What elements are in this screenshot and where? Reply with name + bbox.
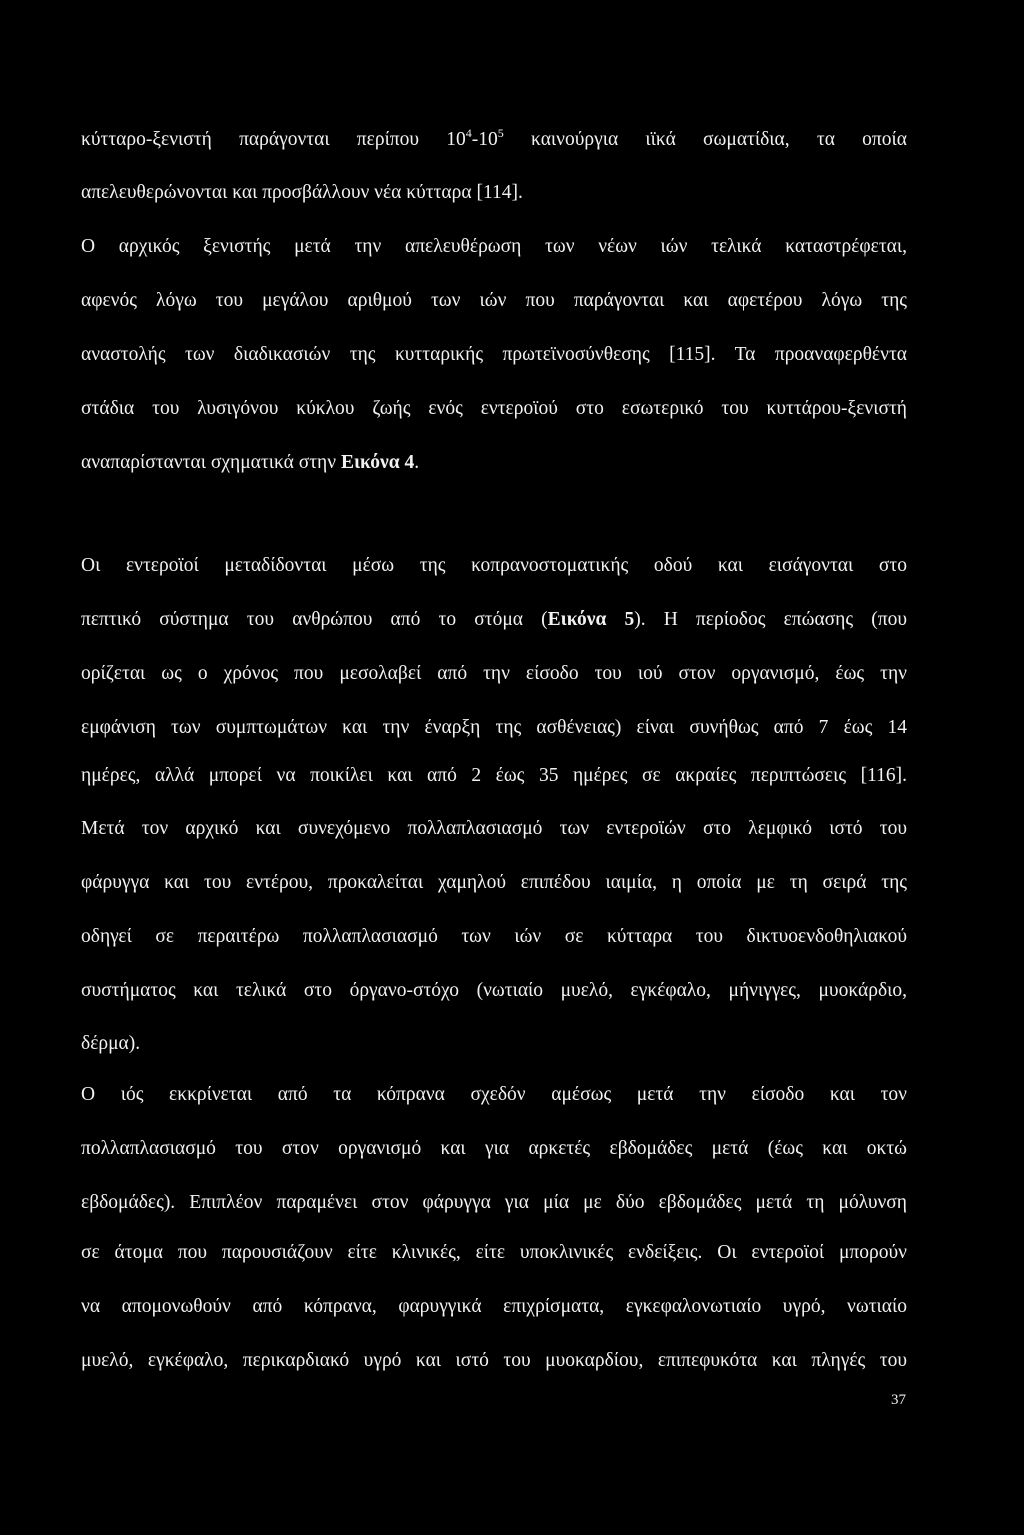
text-line-6: στάδια του λυσιγόνου κύκλου ζωής ενός εντεροϊού στο εσωτερικό του κυττάρου-ξενιστή: [81, 398, 907, 419]
text-line-12: ημέρες, αλλά μπορεί να ποικίλει και από 2 έως 35 ημέρες σε ακραίες περιπτώσεις [116].: [81, 765, 907, 786]
figure-reference: Εικόνα 4: [340, 452, 415, 473]
text-line-19: πολλαπλασιασμό του στον οργανισμό και για αρκετές εβδομάδες μετά (έως και οκτώ: [81, 1138, 907, 1159]
text-line-21: σε άτομα που παρουσιάζουν είτε κλινικές, είτε υποκλινικές ενδείξεις. Οι εντεροϊοί μπορούν: [81, 1242, 907, 1263]
text-line-5: αναστολής των διαδικασιών της κυτταρικής πρωτεϊνοσύνθεσης [115]. Τα προαναφερθέντα: [81, 344, 907, 365]
text-line-20: εβδομάδες). Επιπλέον παραμένει στον φάρυγγα για μία με δύο εβδομάδες μετά τη μόλυνση: [81, 1192, 907, 1213]
text-line-23: μυελό, εγκέφαλο, περικαρδιακό υγρό και ιστό του μυοκαρδίου, επιπεφυκότα και πληγές του: [81, 1350, 907, 1371]
text-line-16: συστήματος και τελικά στο όργανο-στόχο (νωτιαίο μυελό, εγκέφαλο, μήνιγγες, μυοκάρδιο,: [81, 980, 907, 1001]
text-line-3: Ο αρχικός ξενιστής μετά την απελευθέρωση των νέων ιών τελικά καταστρέφεται,: [81, 236, 907, 257]
text-line-8: Οι εντεροϊοί μεταδίδονται μέσω της κοπρανοστοματικής οδού και εισάγονται στο: [81, 555, 907, 576]
superscript-exponent: 5: [497, 126, 504, 140]
figure-reference: Εικόνα 5: [547, 609, 635, 630]
text-line-11: εμφάνιση των συμπτωμάτων και την έναρξη της ασθένειας) είναι συνήθως από 7 έως 14: [81, 717, 907, 738]
text-line-9: πεπτικό σύστημα του ανθρώπου από το στόμα (Εικόνα 5). Η περίοδος επώασης (που: [81, 609, 907, 630]
text-line-14: φάρυγγα και του εντέρου, προκαλείται χαμηλού επιπέδου ιαιμία, η οποία με τη σειρά της: [81, 872, 907, 893]
page-number: 37: [891, 1392, 906, 1408]
text-line-17: δέρμα).: [81, 1033, 141, 1054]
text-line-2: απελευθερώνονται και προσβάλλουν νέα κύτταρα [114].: [81, 182, 523, 203]
text-line-7: αναπαρίστανται σχηματικά στην Εικόνα 4.: [81, 452, 420, 473]
text-line-22: να απομονωθούν από κόπρανα, φαρυγγικά επιχρίσματα, εγκεφαλονωτιαίο υγρό, νωτιαίο: [81, 1296, 907, 1317]
text-line-4: αφενός λόγω του μεγάλου αριθμού των ιών που παράγονται και αφετέρου λόγω της: [81, 290, 907, 311]
text-line-1: κύτταρο-ξενιστή παράγονται περίπου $10^4-10^5$ καινούργια ιϊκά σωματίδια, τα οποία: [81, 126, 907, 150]
text-line-10: ορίζεται ως ο χρόνος που μεσολαβεί από την είσοδο του ιού στον οργανισμό, έως την: [81, 663, 907, 684]
text-line-13: Μετά τον αρχικό και συνεχόμενο πολλαπλασιασμό των εντεροϊών στο λεμφικό ιστό του: [81, 818, 907, 839]
text-line-15: οδηγεί σε περαιτέρω πολλαπλασιασμό των ιών σε κύτταρα του δικτυοενδοθηλιακού: [81, 926, 907, 947]
superscript-exponent: 4: [465, 126, 472, 140]
text-line-18: Ο ιός εκκρίνεται από τα κόπρανα σχεδόν αμέσως μετά την είσοδο και τον: [81, 1084, 907, 1105]
